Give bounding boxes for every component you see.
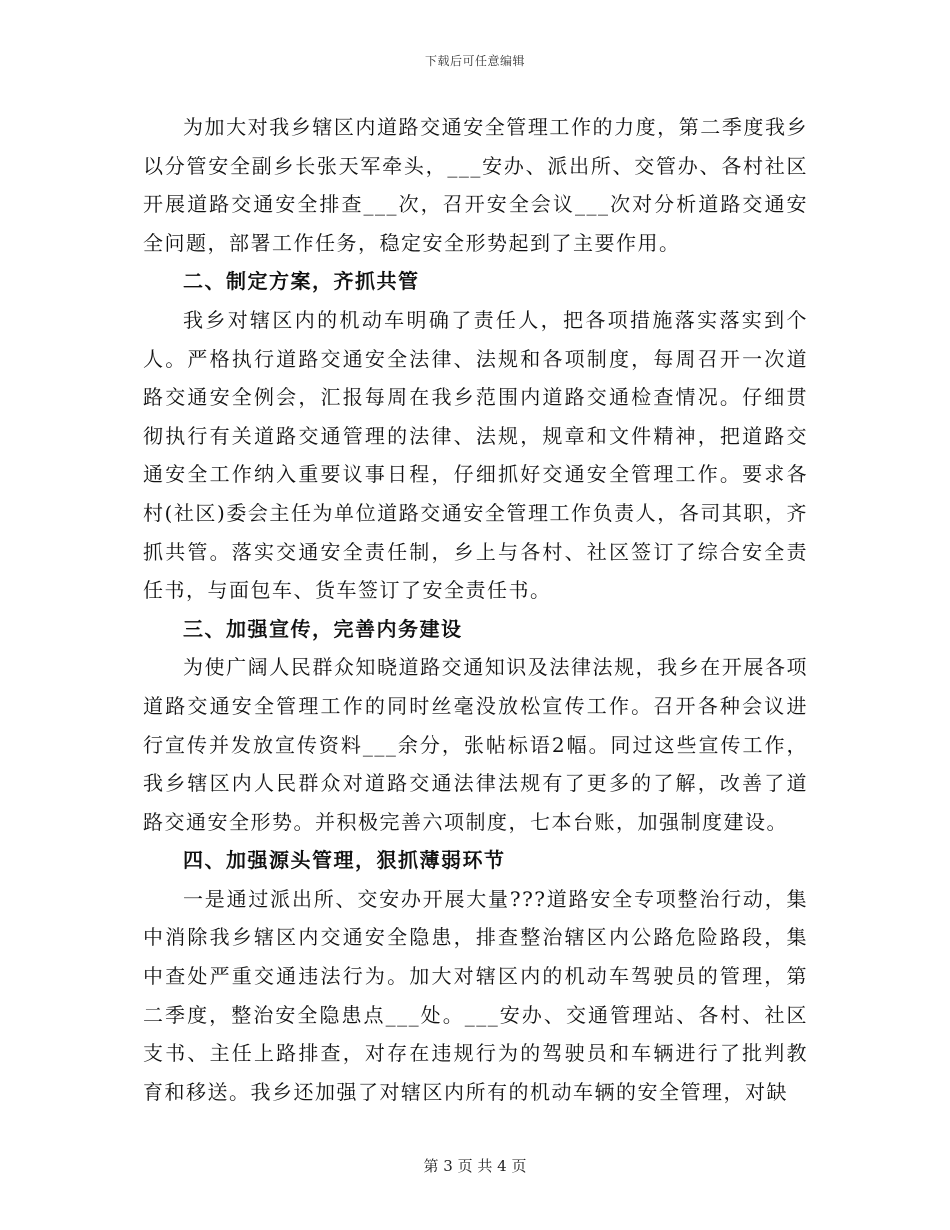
paragraph-section-4: 一是通过派出所、交安办开展大量???道路安全专项整治行动，集中消除我乡辖区内交通安全隐患，排查整治辖区内公路危险路段，集中查处严重交通违法行为。加大对辖区内的机动车驾驶员的管理，第二季度，整治安全隐患点___处。___安办、交通管理站、各村、社区支书、主任上路排查，对存在违规行为的驾驶员和车辆进行了批判教育和移送。我乡还加强了对辖区内所有的机动车辆的安全管理，对缺 (143, 886, 808, 1104)
section-heading-2: 二、制定方案，齐抓共管 (183, 269, 420, 294)
page-header: 下载后可任意编辑 (424, 54, 525, 68)
paragraph-section-2: 我乡对辖区内的机动车明确了责任人，把各项措施落实落实到个人。严格执行道路交通安全法律、法规和各项制度，每周召开一次道路交通安全例会，汇报每周在我乡范围内道路交通检查情况。仔细贯彻执行有关道路交通管理的法律、法规，规章和文件精神，把道路交通安全工作纳入重要议事日程，仔细抓好交通安全管理工作。要求各村(社区)委会主任为单位道路交通安全管理工作负责人，各司其职，齐抓共管。落实交通安全责任制，乡上与各村、社区签订了综合安全责任书，与面包车、货车签订了安全责任书。 (143, 307, 808, 603)
paragraph-intro: 为加大对我乡辖区内道路交通安全管理工作的力度，第二季度我乡以分管安全副乡长张天军牵头，___安办、派出所、交管办、各村社区开展道路交通安全排查___次，召开安全会议___次对分析道路交通安全问题，部署工作任务，稳定安全形势起到了主要作用。 (143, 115, 808, 255)
paragraph-section-3: 为使广阔人民群众知晓道路交通知识及法律法规，我乡在开展各项道路交通安全管理工作的同时丝毫没放松宣传工作。召开各种会议进行宣传并发放宣传资料___余分，张帖标语2幅。同过这些宣传工作，我乡辖区内人民群众对道路交通法律法规有了更多的了解，改善了道路交通安全形势。并积极完善六项制度，七本台账，加强制度建设。 (143, 655, 808, 834)
section-heading-3: 三、加强宣传，完善内务建设 (183, 616, 463, 641)
section-heading-4: 四、加强源头管理，狠抓薄弱环节 (183, 848, 506, 873)
page-footer: 第 3 页 共 4 页 (423, 1157, 527, 1175)
document-body (143, 108, 808, 1111)
